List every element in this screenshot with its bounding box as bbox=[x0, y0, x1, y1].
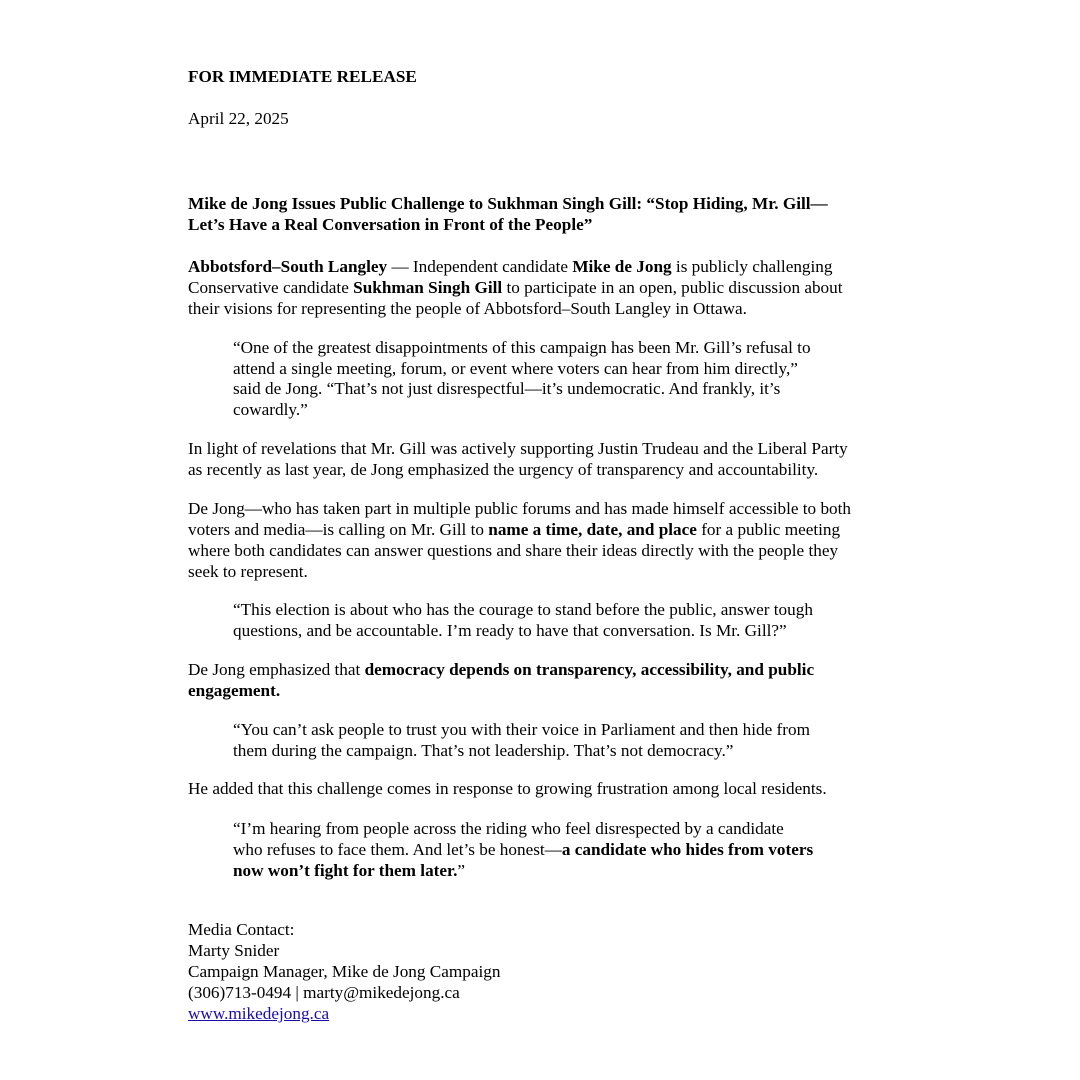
contact-phone-email: (306)713-0494 | marty@mikedejong.ca bbox=[188, 983, 460, 1002]
paragraph-line: seek to represent. bbox=[188, 562, 308, 581]
paragraph-line: where both candidates can answer questions and share their ideas directly with the people they bbox=[188, 541, 839, 560]
paragraph-line: Abbotsford–South Langley — Independent candidate Mike de Jong is publicly challenging bbox=[188, 257, 833, 276]
quote-line: “One of the greatest disappointments of this campaign has been Mr. Gill’s refusal to bbox=[233, 338, 811, 357]
paragraph-line: De Jong—who has taken part in multiple public forums and has made himself accessible to both bbox=[188, 499, 852, 518]
paragraph-line: voters and media—is calling on Mr. Gill to name a time, date, and place for a public meeting bbox=[188, 520, 841, 539]
quote-line: “You can’t ask people to trust you with their voice in Parliament and then hide from bbox=[233, 720, 810, 739]
contact-role: Campaign Manager, Mike de Jong Campaign bbox=[188, 962, 501, 981]
quote-line: who refuses to face them. And let’s be honest—a candidate who hides from voters bbox=[233, 840, 814, 859]
paragraph-line: their visions for representing the people of Abbotsford–South Langley in Ottawa. bbox=[188, 299, 747, 318]
quote-line: questions, and be accountable. I’m ready to have that conversation. Is Mr. Gill?” bbox=[233, 621, 787, 640]
website-link[interactable]: www.mikedejong.ca bbox=[188, 1004, 330, 1023]
quote-line: “I’m hearing from people across the riding who feel disrespected by a candidate bbox=[233, 819, 784, 838]
contact-label: Media Contact: bbox=[188, 920, 295, 939]
quote-line: them during the campaign. That’s not leadership. That’s not democracy.” bbox=[233, 741, 734, 760]
paragraph-line: Conservative candidate Sukhman Singh Gill to participate in an open, public discussion about bbox=[188, 278, 843, 297]
release-date: April 22, 2025 bbox=[188, 109, 289, 128]
paragraph-line: engagement. bbox=[188, 681, 281, 700]
quote-line: now won’t fight for them later.” bbox=[233, 861, 466, 880]
paragraph-line: De Jong emphasized that democracy depends on transparency, accessibility, and public bbox=[188, 660, 815, 679]
headline-line: Mike de Jong Issues Public Challenge to Sukhman Singh Gill: “Stop Hiding, Mr. Gill— bbox=[188, 194, 828, 213]
quote-line: attend a single meeting, forum, or event where voters can hear from him directly,” bbox=[233, 359, 798, 378]
quote-line: “This election is about who has the courage to stand before the public, answer tough bbox=[233, 600, 813, 619]
quote-line: cowardly.” bbox=[233, 400, 308, 419]
release-label: FOR IMMEDIATE RELEASE bbox=[188, 67, 417, 86]
paragraph-line: In light of revelations that Mr. Gill was actively supporting Justin Trudeau and the Liberal Party bbox=[188, 439, 848, 458]
headline-line: Let’s Have a Real Conversation in Front of the People” bbox=[188, 215, 593, 234]
contact-name: Marty Snider bbox=[188, 941, 280, 960]
paragraph-line: He added that this challenge comes in response to growing frustration among local residents. bbox=[188, 779, 827, 798]
paragraph-line: as recently as last year, de Jong emphasized the urgency of transparency and accountability. bbox=[188, 460, 819, 479]
quote-line: said de Jong. “That’s not just disrespectful—it’s undemocratic. And frankly, it’s bbox=[233, 379, 781, 398]
website-link-row bbox=[188, 1003, 329, 1024]
